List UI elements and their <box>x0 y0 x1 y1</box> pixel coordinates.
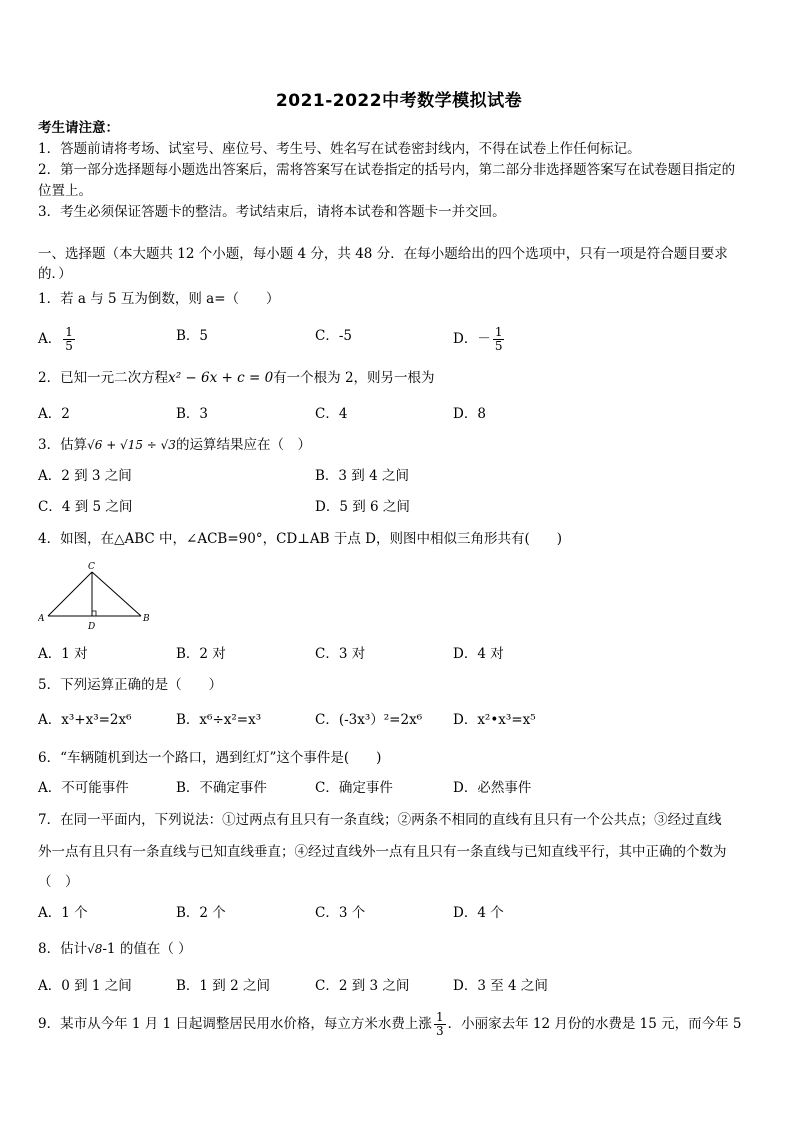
q7-option-c: C．3 个 <box>315 905 366 921</box>
q1-option-a <box>38 326 77 353</box>
q9-stem-post: ．小丽家去年 12 月份的水费是 15 元，而今年 5 <box>447 1016 742 1032</box>
q6-option-a: A．不可能事件 <box>38 780 129 796</box>
q1-a-label: A． <box>38 331 62 347</box>
q1-a-den: 5 <box>65 339 73 353</box>
q9-fraction <box>434 1011 446 1038</box>
q4-label-a: A <box>38 614 45 624</box>
q3-stem-pre: 3．估算 <box>38 437 88 453</box>
q6-option-b: B．不确定事件 <box>176 780 267 796</box>
page-title: 2021-2022中考数学模拟试卷 <box>275 91 523 111</box>
q7-stem-line2: 外一点有且只有一条直线与已知直线垂直；④经过直线外一点有且只有一条直线与已知直线平行，其中正确的个数为 <box>38 844 727 860</box>
q3-option-c: C．4 到 5 之间 <box>38 499 133 515</box>
q1-option-d <box>453 326 506 353</box>
q4-side-ac <box>48 572 92 616</box>
q7-option-d: D．4 个 <box>453 905 504 921</box>
q6-stem: 6．“车辆随机到达一个路口，遇到红灯”这个事件是( ) <box>38 750 382 766</box>
q8-option-d: D．3 至 4 之间 <box>453 978 548 994</box>
q3-expression: √6 + √15 ÷ √3 <box>87 438 176 452</box>
q5-option-a: A．x³+x³=2x⁶ <box>38 712 132 728</box>
q4-option-c: C．3 对 <box>315 646 366 662</box>
q1-d-fraction <box>493 326 505 353</box>
q2-option-d: D．8 <box>453 406 486 422</box>
notice-item-2: 2．第一部分选择题每小题选出答案后，需将答案写在试卷指定的括号内，第二部分非选择题答案写在试卷题目指定的 <box>38 162 736 178</box>
q4-label-c: C <box>88 562 95 572</box>
q2-stem-post: 有一个根为 2，则另一根为 <box>273 370 435 386</box>
q4-label-d: D <box>88 622 96 632</box>
q1-d-label: D．－ <box>453 331 491 347</box>
q4-stem: 4．如图，在△ABC 中，∠ACB=90°，CD⊥AB 于点 D，则图中相似三角形共有( ) <box>38 531 563 547</box>
q4-label-b: B <box>143 614 150 624</box>
q2-option-c: C．4 <box>315 406 348 422</box>
q1-stem: 1．若 a 与 5 互为倒数，则 a=（ ） <box>38 291 280 307</box>
q3-stem <box>38 435 311 455</box>
q7-stem-line3: （ ） <box>38 874 79 890</box>
q6-option-d: D．必然事件 <box>453 780 532 796</box>
q2-option-a: A．2 <box>38 406 70 422</box>
q4-side-bc <box>92 572 141 616</box>
q1-d-den: 5 <box>494 339 503 353</box>
q8-option-c: C．2 到 3 之间 <box>315 978 410 994</box>
q6-option-c: C．确定事件 <box>315 780 393 796</box>
notice-heading: 考生请注意： <box>38 120 119 136</box>
q7-option-b: B．2 个 <box>176 905 226 921</box>
q8-stem-post: -1 的值在（ ） <box>102 941 192 957</box>
q8-expression: √8 <box>87 942 103 956</box>
q4-right-angle-mark <box>92 611 96 616</box>
q1-d-num: 1 <box>494 325 503 339</box>
q3-stem-post: 的运算结果应在（ ） <box>175 437 311 453</box>
q3-option-d: D．5 到 6 之间 <box>315 499 410 515</box>
q2-stem <box>38 368 435 388</box>
notice-item-1: 1．答题前请将考场、试室号、座位号、考生号、姓名写在试卷密封线内，不得在试卷上作任何标记。 <box>38 141 641 157</box>
q8-option-a: A．0 到 1 之间 <box>38 978 132 994</box>
q3-option-b: B．3 到 4 之间 <box>315 468 409 484</box>
q1-a-fraction <box>63 326 75 353</box>
q4-option-d: D．4 对 <box>453 646 504 662</box>
q8-option-b: B．1 到 2 之间 <box>176 978 270 994</box>
q5-option-b: B．x⁶÷x²=x³ <box>176 712 262 728</box>
q4-option-b: B．2 对 <box>176 646 226 662</box>
q8-stem <box>38 939 192 959</box>
q7-option-a: A．1 个 <box>38 905 88 921</box>
q5-option-c: C．(-3x³）²=2x⁶ <box>315 712 423 728</box>
q9-stem <box>38 1011 741 1038</box>
q5-option-d: D．x²•x³=x⁵ <box>453 712 536 728</box>
q1-option-b: B．5 <box>176 328 209 344</box>
q2-stem-pre: 2．已知一元二次方程 <box>38 370 169 386</box>
q4-triangle-figure <box>38 560 158 632</box>
notice-item-2-cont: 位置上。 <box>38 183 92 199</box>
q9-stem-pre: 9．某市从今年 1 月 1 日起调整居民用水价格，每立方米水费上涨 <box>38 1016 432 1032</box>
q9-den: 3 <box>435 1024 444 1038</box>
q8-stem-pre: 8．估计 <box>38 941 88 957</box>
q2-equation: x² − 6x + c = 0 <box>168 370 274 386</box>
q3-option-a: A．2 到 3 之间 <box>38 468 132 484</box>
q1-option-c: C．-5 <box>315 328 352 344</box>
section-header-line1: 一、选择题（本大题共 12 个小题，每小题 4 分，共 48 分．在每小题给出的四个选项中，只有一项是符合题目要求 <box>38 246 728 262</box>
q9-num: 1 <box>435 1010 444 1024</box>
section-header-line2: 的．） <box>38 266 72 282</box>
q5-stem: 5．下列运算正确的是（ ） <box>38 677 223 693</box>
q1-a-num: 1 <box>65 325 73 339</box>
q7-stem-line1: 7．在同一平面内，下列说法：①过两点有且只有一条直线；②两条不相同的直线有且只有一个公共点；③经过直线 <box>38 812 722 828</box>
q4-option-a: A．1 对 <box>38 646 88 662</box>
q2-option-b: B．3 <box>176 406 209 422</box>
notice-item-3: 3．考生必须保证答题卡的整洁。考试结束后，请将本试卷和答题卡一并交回。 <box>38 204 506 220</box>
